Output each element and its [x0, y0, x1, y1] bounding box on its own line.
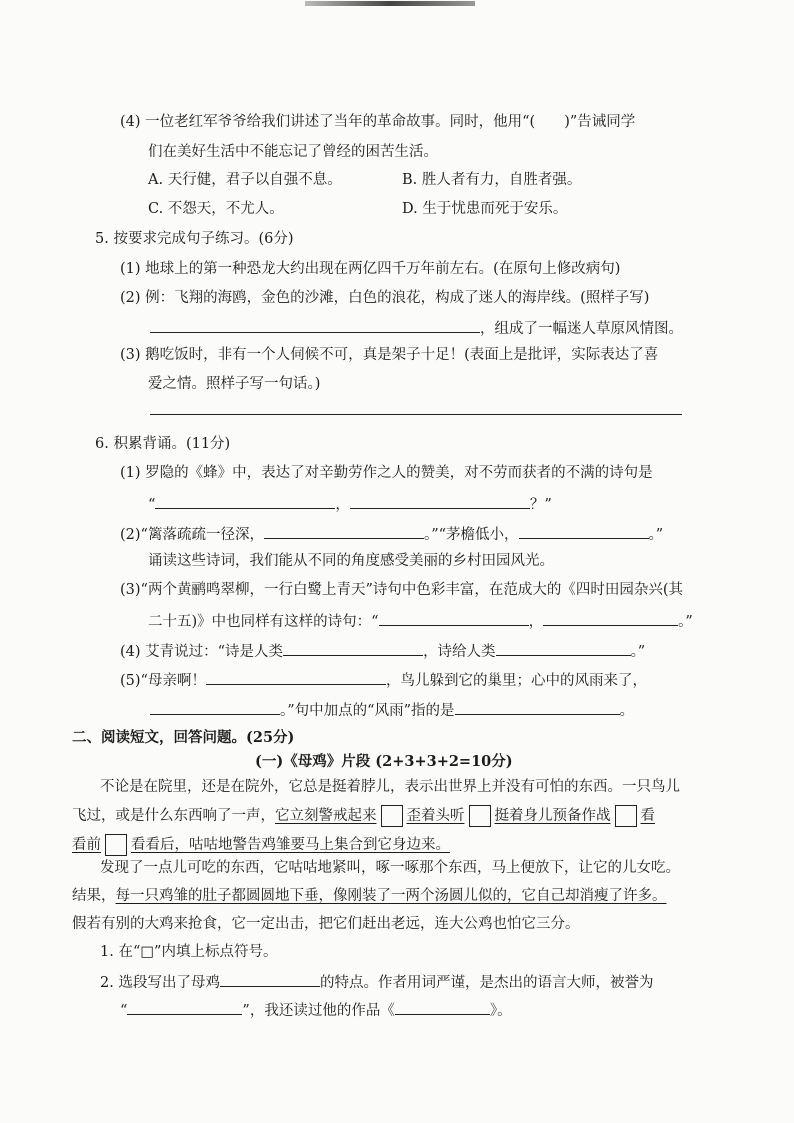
passage-subtitle: (一)《母鸡》片段 (2+3+3+2=10分) — [255, 753, 513, 770]
q5-sentence-3-answer-line[interactable] — [150, 414, 682, 415]
reading-question-2-line-2: “ ”，我还读过他的作品《 》。 — [120, 998, 512, 1021]
q4-option-b: B. 胜人者有力，自胜者强。 — [402, 172, 582, 188]
passage-para-2-line-1: 发现了一点儿可吃的东西，它咕咕地紧叫，啄一啄那个东西，马上便放下，让它的儿女吃。 — [100, 860, 680, 876]
q6-part-2-line-2: 诵读这些诗词，我们能从不同的角度感受美丽的乡村田园风光。 — [148, 553, 554, 569]
answer-blank[interactable] — [150, 316, 480, 333]
underlined-phrase: 歪着头听 — [406, 808, 465, 824]
q5-sentence-1: (1) 地球上的第一种恐龙大约出现在两亿四千万年前左右。(在原句上修改病句) — [120, 261, 621, 277]
q6-part-2-line-1: (2)“篱落疏疏一径深， 。”“茅檐低小， 。” — [120, 522, 663, 545]
q5-sentence-2: (2) 例：飞翔的海鸥，金色的沙滩，白色的浪花，构成了迷人的海岸线。(照样子写) — [120, 290, 650, 306]
q6-part-5-line-2: 。”句中加点的“风雨”指的是 。 — [150, 698, 634, 721]
q6-part-1-line-1: (1) 罗隐的《蜂》中，表达了对辛勤劳作之人的赞美，对不劳而获者的不满的诗句是 — [120, 465, 653, 481]
q5-sentence-2-answer-line — [150, 316, 683, 339]
q6-part-4: (4) 艾青说过：“诗是人类 ，诗给人类 。” — [120, 639, 645, 662]
punctuation-box[interactable] — [469, 805, 491, 827]
underlined-phrase: 看 — [640, 808, 655, 824]
answer-blank[interactable] — [155, 492, 335, 509]
punctuation-box[interactable] — [381, 805, 403, 827]
punctuation-box[interactable] — [105, 834, 127, 856]
answer-blank[interactable] — [519, 522, 649, 539]
answer-blank[interactable] — [206, 668, 386, 685]
q6-part-3-line-2: 二十五)》中也同样有这样的诗句：“ ， 。” — [148, 609, 693, 632]
q5-sentence-3-line-1: (3) 鹅吃饭时，非有一个人伺候不可，真是架子十足！(表面上是批评，实际表达了喜 — [120, 347, 659, 363]
q6-part-1-line-2: “ ， ？” — [148, 492, 552, 515]
answer-blank[interactable] — [127, 998, 242, 1015]
passage-para-1-line-3 — [72, 834, 450, 856]
answer-blank[interactable] — [543, 609, 678, 626]
q4-option-d: D. 生于忧患而死于安乐。 — [402, 201, 568, 217]
answer-blank[interactable] — [264, 522, 424, 539]
passage-para-1-line-1: 不论是在院里，还是在院外，它总是挺着脖儿，表示出世界上并没有可怕的东西。一只鸟儿 — [100, 779, 680, 795]
q4-option-a: A. 天行健，君子以自强不息。 — [148, 172, 342, 188]
answer-blank[interactable] — [283, 639, 423, 656]
q5-sentence-2-tail: ，组成了一幅迷人草原风情图。 — [480, 321, 683, 337]
underlined-sentence: 每一只鸡雏的肚子都圆圆地下垂，像刚装了一两个汤圆儿似的，它自己却消瘦了许多。 — [115, 888, 667, 904]
answer-blank[interactable] — [220, 970, 320, 987]
answer-blank[interactable] — [379, 609, 529, 626]
q4-option-c: C. 不怨天，不尤人。 — [148, 201, 284, 217]
reading-question-1: 1. 在“□”内填上标点符号。 — [100, 944, 278, 960]
q6-title: 6. 积累背诵。(11分) — [95, 436, 231, 452]
scan-header-mark — [305, 1, 475, 6]
q6-part-3-line-1: (3)“两个黄鹂鸣翠柳，一行白鹭上青天”诗句中色彩丰富，在范成大的《四时田园杂兴(其 — [120, 582, 684, 598]
passage-para-2-line-2: 结果，每一只鸡雏的肚子都圆圆地下垂，像刚装了一两个汤圆儿似的，它自己却消瘦了许多。 — [72, 888, 667, 904]
underlined-phrase: 看看后，咕咕地警告鸡雏要马上集合到它身边来。 — [131, 837, 450, 853]
q6-part-5-line-1: (5)“母亲啊！ ，鸟儿躲到它的巢里；心中的风雨来了， — [120, 668, 647, 691]
answer-blank[interactable] — [350, 492, 530, 509]
passage-para-1-line-2: 飞过，或是什么东西响了一声，它立刻警戒起来 歪着头听 挺着身儿预备作战 看 — [72, 805, 655, 827]
q4-stem-line-1: (4) 一位老红军爷爷给我们讲述了当年的革命故事。同时，他用“( )”告诫同学 — [120, 114, 636, 130]
q5-title: 5. 按要求完成句子练习。(6分) — [95, 231, 294, 247]
underlined-phrase: 它立刻警戒起来 — [275, 808, 377, 824]
answer-blank[interactable] — [496, 639, 631, 656]
passage-para-2-line-3: 假若有别的大鸡来抢食，它一定出击，把它们赶出老远，连大公鸡也怕它三分。 — [72, 916, 580, 932]
underlined-phrase: 看前 — [72, 837, 101, 853]
answer-blank[interactable] — [455, 698, 620, 715]
reading-question-2-line-1: 2. 选段写出了母鸡 的特点。作者用词严谨，是杰出的语言大师，被誉为 — [100, 970, 653, 993]
q4-stem-line-2: 们在美好生活中不能忘记了曾经的困苦生活。 — [148, 144, 438, 160]
section-2-title: 二、阅读短文，回答问题。(25分) — [72, 729, 295, 746]
punctuation-box[interactable] — [615, 805, 637, 827]
answer-blank[interactable] — [395, 998, 490, 1015]
answer-blank[interactable] — [150, 698, 280, 715]
q5-sentence-3-line-2: 爱之情。照样子写一句话。) — [148, 376, 321, 392]
underlined-phrase: 挺着身儿预备作战 — [494, 808, 611, 824]
